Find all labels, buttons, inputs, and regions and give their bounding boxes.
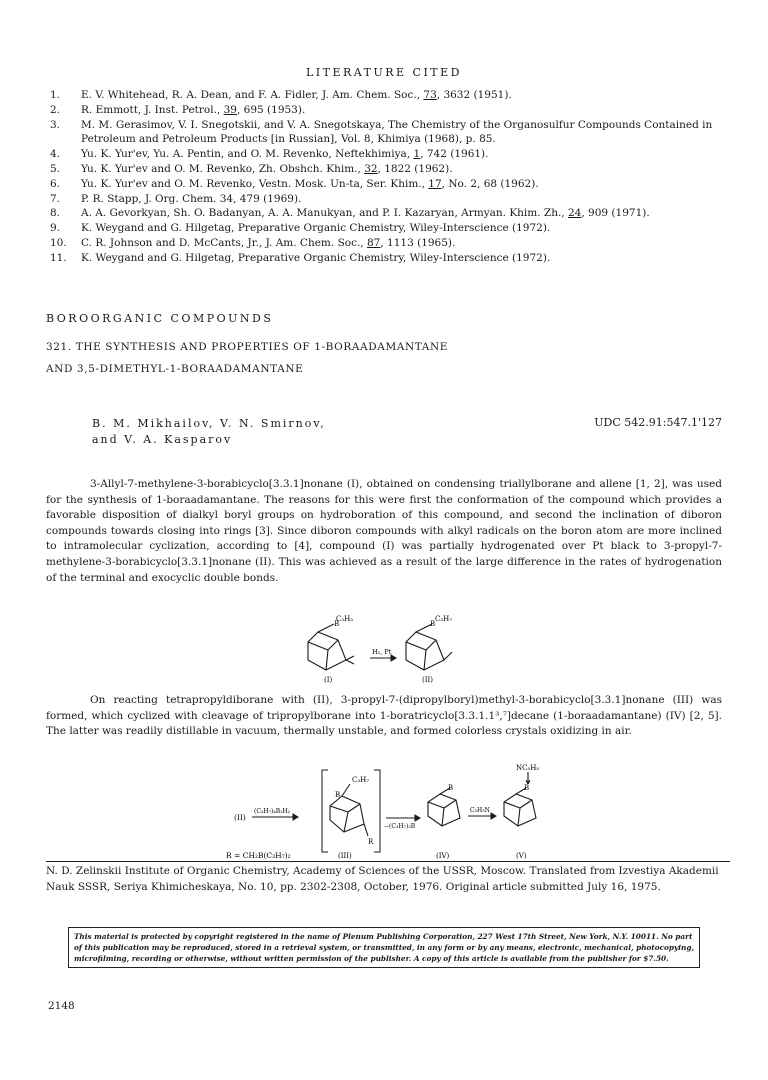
reference-number: 7.: [50, 192, 61, 205]
reference-item: [50, 206, 720, 221]
copyright-notice: This material is protected by copyright registered in the name of Plenum Publishing Corporation, 227 West 17th Street, New York, N.Y. 10011. No part of this publication may be reproduced, stored in a retrieval system, or transmitted, in any form or by any means, electronic, mechanical, photocopying, microfilming, recording or otherwise, without written permission of the publisher. A copy of this article is available from the publisher for $7.50.: [68, 927, 700, 968]
reaction-arrow: [386, 815, 420, 821]
reagent-label: −(C₃H₇)₃B: [384, 823, 416, 830]
compound-label: (III): [338, 852, 352, 860]
reference-pages: , 1113 (1965).: [380, 236, 456, 249]
authors-line: B. M. Mikhailov, V. N. Smirnov,: [92, 417, 326, 430]
reaction-scheme-hydrogenation: [298, 612, 468, 684]
starting-compound-label: (II): [234, 813, 246, 822]
reference-number: 10.: [50, 236, 67, 249]
reference-pages: , 1822 (1962).: [377, 162, 453, 175]
reference-item: [50, 177, 720, 192]
reaction-scheme-cyclization: [224, 760, 554, 860]
reference-citation: R. Emmott, J. Inst. Petrol.,: [81, 103, 224, 116]
reference-text: [81, 88, 720, 103]
body-paragraph: On reacting tetrapropyldiborane with (II), 3-propyl-7-(dipropylboryl)methyl-3-borabicyclo[3.3.1]nonane (III) was formed, which cyclized with cleavage of tripropylborane into 1-boratricyclo[3.3.1.1³,⁷]decane (1-boraadamantane) (IV) [2, 5]. The latter was readily distillable in vacuum, thermally unstable, and formed colorless crystals oxidizing in air.: [46, 694, 722, 738]
reference-number: 5.: [50, 162, 61, 175]
reference-citation: M. M. Gerasimov, V. I. Snegotskii, and V. A. Snegotskaya, The Chemistry of the Organosulfur Compounds Contained in Petroleum and Petroleum Products [in Russian], Vol. 8, Khimiya (1968), p. 85.: [81, 118, 713, 146]
reference-volume: 73: [423, 89, 437, 101]
boron-atom-label: B: [430, 620, 436, 628]
reference-number: 1.: [50, 89, 61, 101]
reference-volume: 17: [428, 177, 442, 190]
authors: [92, 416, 326, 448]
reference-item: [50, 251, 720, 266]
reference-citation: C. R. Johnson and D. McCants, Jr., J. Am. Chem. Soc.,: [81, 236, 367, 249]
reference-citation: Yu. K. Yur'ev, Yu. A. Pentin, and O. M. Revenko, Neftekhimiya,: [81, 148, 414, 161]
reference-pages: , 695 (1953).: [236, 103, 306, 116]
substituent-label: C₃H₅: [336, 615, 354, 623]
structure-IV: [428, 788, 460, 826]
boron-atom-label: B: [524, 784, 530, 792]
reagent-label: C₅H₅N: [470, 807, 490, 814]
reference-number: 2.: [50, 103, 61, 116]
r-group-label: R: [368, 838, 374, 846]
reference-number: 11.: [50, 251, 67, 264]
compound-label: (I): [324, 676, 333, 684]
substituent-label: C₃H₇: [435, 615, 453, 623]
article-title: [46, 336, 448, 380]
literature-cited-heading: LITERATURE CITED: [305, 66, 462, 79]
structure-II: [406, 624, 452, 670]
reference-text: [81, 103, 720, 118]
reference-text: [81, 206, 720, 221]
reference-volume: 32: [364, 162, 378, 175]
reference-item: [50, 162, 720, 177]
reference-citation: E. V. Whitehead, R. A. Dean, and F. A. Fidler, J. Am. Chem. Soc.,: [81, 89, 424, 101]
reference-pages: , No. 2, 68 (1962).: [441, 177, 539, 190]
reagent-label: H₂, Pt: [372, 648, 392, 656]
reference-citation: Yu. K. Yur'ev and O. M. Revenko, Vestn. Mosk. Un-ta, Ser. Khim.,: [81, 177, 429, 190]
reference-text: [81, 118, 720, 148]
udc-code: UDC 542.91:547.1'127: [594, 416, 722, 429]
reference-number: 8.: [50, 207, 61, 220]
reference-text: [81, 251, 720, 266]
reference-citation: K. Weygand and G. Hilgetag, Preparative Organic Chemistry, Wiley-Interscience (1972).: [81, 222, 551, 235]
footnote-divider: [46, 861, 730, 862]
reference-citation: Yu. K. Yur'ev and O. M. Revenko, Zh. Obshch. Khim.,: [81, 162, 365, 175]
article-title-line: 321. THE SYNTHESIS AND PROPERTIES OF 1-BORAADAMANTANE: [46, 341, 449, 353]
reference-volume: 87: [366, 236, 381, 249]
reference-citation: P. R. Stapp, J. Org. Chem. 34, 479 (1969).: [81, 192, 302, 205]
reference-text: [81, 236, 720, 251]
reference-text: [81, 162, 720, 177]
body-paragraph: 3-Allyl-7-methylene-3-borabicyclo[3.3.1]nonane (I), obtained on condensing triallylborane and allene [1, 2], was used for the synthesis of 1-boraadamantane. The reasons for this were first the conformation of the compound which provides a favorable disposition of dialkyl boryl groups on hydroboration of this compound, and second the inclination of diboron compounds towards closing into rings [3]. Since diboron compounds with alkyl radicals on the boron atom are more inclined to intramolecular cyclization, according to [4], compound (I) was partially hydrogenated over Pt black to 3-propyl-7-methylene-3-borabicyclo[3.3.1]nonane (II). This was achieved as a result of the large difference in the rates of hydrogenation of the terminal and exocyclic double bonds.: [46, 478, 722, 584]
r-group-definition: R = CH₂B(C₃H₇)₂: [226, 851, 291, 860]
reference-pages: , 742 (1961).: [420, 148, 489, 161]
compound-label: (II): [422, 676, 433, 684]
reference-text: [81, 147, 720, 162]
compound-label: (V): [516, 852, 527, 860]
reference-citation: A. A. Gevorkyan, Sh. O. Badanyan, A. A. Manukyan, and P. I. Kazaryan, Armyan. Khim. Zh.,: [81, 207, 568, 220]
substituent-label: NC₅H₅: [516, 764, 540, 772]
reference-item: [50, 221, 720, 236]
reference-item: [50, 192, 720, 207]
reference-pages: , 3632 (1951).: [436, 89, 512, 101]
reference-volume: 39: [223, 103, 237, 116]
structure-V: [504, 772, 536, 826]
reference-volume: 24: [568, 207, 582, 220]
reference-number: 6.: [50, 177, 61, 190]
authors-line: and V. A. Kasparov: [92, 433, 233, 446]
reference-text: [81, 177, 720, 192]
reference-list: [50, 88, 720, 266]
boron-atom-label: B: [448, 784, 454, 792]
reference-citation: K. Weygand and G. Hilgetag, Preparative Organic Chemistry, Wiley-Interscience (1972).: [81, 251, 551, 264]
substituent-label: C₃H₇: [352, 776, 370, 784]
reference-item: [50, 118, 720, 148]
reference-number: 9.: [50, 222, 61, 235]
reference-volume: 1: [413, 148, 421, 161]
section-heading: BOROORGANIC COMPOUNDS: [46, 312, 274, 325]
page-number: 2148: [48, 1000, 75, 1012]
reference-number: 4.: [50, 148, 61, 161]
reference-item: [50, 236, 720, 251]
compound-label: (IV): [436, 852, 450, 860]
reference-item: [50, 103, 720, 118]
boron-atom-label: B: [335, 791, 341, 799]
reference-text: [81, 192, 720, 207]
boron-atom-label: B: [334, 620, 340, 628]
structure-I: [308, 624, 354, 670]
reference-text: [81, 221, 720, 236]
reference-item: [50, 88, 720, 103]
reference-item: [50, 147, 720, 162]
reagent-label: (C₃H₇)₄B₂H₂: [254, 808, 291, 815]
reference-number: 3.: [50, 118, 61, 131]
reference-pages: , 909 (1971).: [581, 207, 650, 220]
article-title-line: AND 3,5-DIMETHYL-1-BORAADAMANTANE: [46, 363, 304, 375]
footnote: N. D. Zelinskii Institute of Organic Chemistry, Academy of Sciences of the USSR, Moscow. Translated from Izvestiya Akademii Nauk SSSR, Seriya Khimicheskaya, No. 10, pp. 2302-2308, October, 1976. Original article submitted July 16, 1975.: [46, 865, 719, 893]
